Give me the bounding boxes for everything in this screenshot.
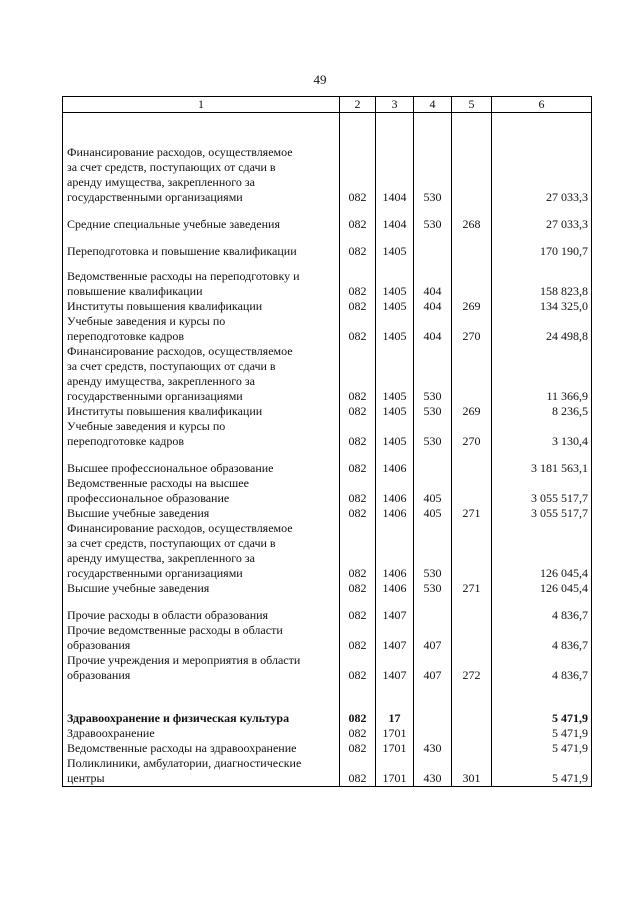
row-name-line: образования [67,638,131,652]
target-code [414,449,452,476]
table-row [63,506,592,521]
row-name-line: образования [67,668,131,682]
chapter-code: 082 [340,683,376,726]
section-code: 1405 [376,232,414,259]
expense-type-code: 271 [452,506,492,521]
row-name-line: Здравоохранение и физическая культура [67,711,290,725]
row-name-line: Институты повышения квалификации [67,404,263,418]
table-row [63,404,592,419]
amount: 5 471,9 [492,741,592,756]
chapter-code: 082 [340,232,376,259]
expense-type-code [452,344,492,404]
row-name [63,596,340,623]
row-name [63,113,340,206]
table-row [63,521,592,581]
header-col-2: 2 [340,97,376,113]
chapter-code: 082 [340,756,376,787]
expense-type-code: 270 [452,314,492,344]
table-header-row [63,97,592,113]
expense-type-code [452,741,492,756]
row-name [63,653,340,683]
target-code: 530 [414,205,452,232]
row-name-line: Высшее профессиональное образование [67,461,274,475]
section-code: 1405 [376,404,414,419]
amount: 5 471,9 [492,756,592,787]
section-code: 1404 [376,205,414,232]
row-name-line: государственными организациями [67,190,243,204]
row-name-line: Прочие учреждения и мероприятия в области [67,653,301,667]
expense-type-code: 269 [452,299,492,314]
row-name-line: государственными организациями [67,389,243,403]
target-code: 530 [414,404,452,419]
expense-type-code: 272 [452,653,492,683]
row-name-line: профессиональное образование [67,491,230,505]
section-code: 1701 [376,756,414,787]
amount: 27 033,3 [492,205,592,232]
amount: 126 045,4 [492,521,592,581]
row-name-line: Переподготовка и повышение квалификации [67,244,297,258]
expense-type-code [452,449,492,476]
row-name-line: центры [67,771,105,785]
header-col-3: 3 [376,97,414,113]
amount: 134 325,0 [492,299,592,314]
target-code [414,683,452,726]
table-row [63,683,592,726]
row-name-line: Учебные заведения и курсы по [67,419,226,433]
row-name-line: аренду имущества, закрепленного за [67,175,255,189]
row-name [63,419,340,449]
section-code: 1406 [376,476,414,506]
table-row [63,232,592,259]
row-name [63,683,340,726]
amount: 3 055 517,7 [492,506,592,521]
target-code: 404 [414,314,452,344]
chapter-code: 082 [340,259,376,299]
row-name [63,299,340,314]
header-col-5: 5 [452,97,492,113]
section-code: 1407 [376,623,414,653]
chapter-code: 082 [340,113,376,206]
chapter-code: 082 [340,653,376,683]
amount: 3 130,4 [492,419,592,449]
section-code: 1407 [376,653,414,683]
target-code: 405 [414,476,452,506]
amount: 11 366,9 [492,344,592,404]
amount: 24 498,8 [492,314,592,344]
row-name-line: переподготовке кадров [67,329,185,343]
header-col-6: 6 [492,97,592,113]
row-name-line: за счет средств, поступающих от сдачи в [67,359,276,373]
row-name-line: Здравоохранение [67,726,155,740]
table-row [63,419,592,449]
budget-table [62,96,592,787]
row-name-line: Финансирование расходов, осуществляемое [67,145,293,159]
amount: 158 823,8 [492,259,592,299]
target-code: 530 [414,581,452,596]
section-code: 1406 [376,521,414,581]
row-name-line: за счет средств, поступающих от сдачи в [67,536,276,550]
amount: 3 055 517,7 [492,476,592,506]
row-name-line: за счет средств, поступающих от сдачи в [67,160,276,174]
chapter-code: 082 [340,314,376,344]
expense-type-code: 269 [452,404,492,419]
target-code: 430 [414,756,452,787]
row-name-line: Учебные заведения и курсы по [67,314,226,328]
section-code: 17 [376,683,414,726]
row-name-line: Ведомственные расходы на переподготовку и [67,269,300,283]
target-code: 404 [414,299,452,314]
section-code: 1404 [376,113,414,206]
chapter-code: 082 [340,476,376,506]
expense-type-code [452,476,492,506]
section-code: 1701 [376,726,414,741]
amount: 5 471,9 [492,683,592,726]
table-row [63,726,592,741]
section-code: 1406 [376,581,414,596]
expense-type-code [452,521,492,581]
chapter-code: 082 [340,419,376,449]
chapter-code: 082 [340,205,376,232]
amount: 4 836,7 [492,596,592,623]
row-name [63,581,340,596]
expense-type-code: 270 [452,419,492,449]
chapter-code: 082 [340,596,376,623]
target-code: 405 [414,506,452,521]
row-name-line: переподготовке кадров [67,434,185,448]
row-name-line: аренду имущества, закрепленного за [67,551,255,565]
amount: 3 181 563,1 [492,449,592,476]
section-code: 1407 [376,596,414,623]
target-code [414,596,452,623]
table-row [63,741,592,756]
target-code: 530 [414,419,452,449]
row-name-line: Ведомственные расходы на здравоохранение [67,741,297,755]
chapter-code: 082 [340,741,376,756]
row-name [63,449,340,476]
table-row [63,449,592,476]
section-code: 1405 [376,314,414,344]
table-row [63,476,592,506]
table-row [63,623,592,653]
row-name [63,259,340,299]
chapter-code: 082 [340,726,376,741]
row-name [63,404,340,419]
chapter-code: 082 [340,521,376,581]
expense-type-code [452,683,492,726]
amount: 4 836,7 [492,653,592,683]
row-name-line: аренду имущества, закрепленного за [67,374,255,388]
row-name [63,741,340,756]
chapter-code: 082 [340,299,376,314]
expense-type-code [452,623,492,653]
amount: 170 190,7 [492,232,592,259]
section-code: 1405 [376,344,414,404]
amount: 4 836,7 [492,623,592,653]
expense-type-code: 268 [452,205,492,232]
target-code [414,726,452,741]
row-name-line: Средние специальные учебные заведения [67,217,280,231]
section-code: 1405 [376,259,414,299]
row-name-line: Прочие ведомственные расходы в области [67,623,283,637]
target-code: 407 [414,623,452,653]
chapter-code: 082 [340,449,376,476]
section-code: 1406 [376,449,414,476]
section-code: 1701 [376,741,414,756]
row-name-line: Высшие учебные заведения [67,506,210,520]
chapter-code: 082 [340,506,376,521]
page-number: 49 [313,72,327,87]
row-name [63,521,340,581]
row-name-line: повышение квалификации [67,284,203,298]
table-row [63,756,592,787]
row-name [63,506,340,521]
expense-type-code: 301 [452,756,492,787]
expense-type-code [452,232,492,259]
target-code: 530 [414,344,452,404]
expense-type-code [452,726,492,741]
table-row [63,581,592,596]
chapter-code: 082 [340,404,376,419]
header-col-4: 4 [414,97,452,113]
amount: 126 045,4 [492,581,592,596]
row-name-line: Поликлиники, амбулатории, диагностические [67,756,302,770]
expense-type-code [452,259,492,299]
row-name-line: Высшие учебные заведения [67,581,210,595]
table-row [63,653,592,683]
row-name-line: Финансирование расходов, осуществляемое [67,521,293,535]
row-name-line: Институты повышения квалификации [67,299,263,313]
amount: 27 033,3 [492,113,592,206]
chapter-code: 082 [340,344,376,404]
row-name [63,232,340,259]
table-row [63,314,592,344]
table-row [63,259,592,299]
table-row [63,113,592,206]
row-name-line: государственными организациями [67,566,243,580]
chapter-code: 082 [340,623,376,653]
expense-type-code [452,113,492,206]
row-name-line: Финансирование расходов, осуществляемое [67,344,293,358]
amount: 8 236,5 [492,404,592,419]
section-code: 1406 [376,506,414,521]
row-name [63,726,340,741]
section-code: 1405 [376,419,414,449]
expense-type-code: 271 [452,581,492,596]
row-name [63,476,340,506]
row-name [63,314,340,344]
table-row [63,299,592,314]
row-name [63,756,340,787]
row-name-line: Ведомственные расходы на высшее [67,476,249,490]
section-code: 1405 [376,299,414,314]
row-name-line: Прочие расходы в области образования [67,608,269,622]
target-code: 404 [414,259,452,299]
table-row [63,344,592,404]
target-code [414,232,452,259]
row-name [63,205,340,232]
target-code: 430 [414,741,452,756]
target-code: 407 [414,653,452,683]
chapter-code: 082 [340,581,376,596]
expense-type-code [452,596,492,623]
row-name [63,344,340,404]
table-body [63,113,592,787]
target-code: 530 [414,521,452,581]
amount: 5 471,9 [492,726,592,741]
row-name [63,623,340,653]
target-code: 530 [414,113,452,206]
table-row [63,205,592,232]
header-col-1: 1 [63,97,340,113]
table-row [63,596,592,623]
